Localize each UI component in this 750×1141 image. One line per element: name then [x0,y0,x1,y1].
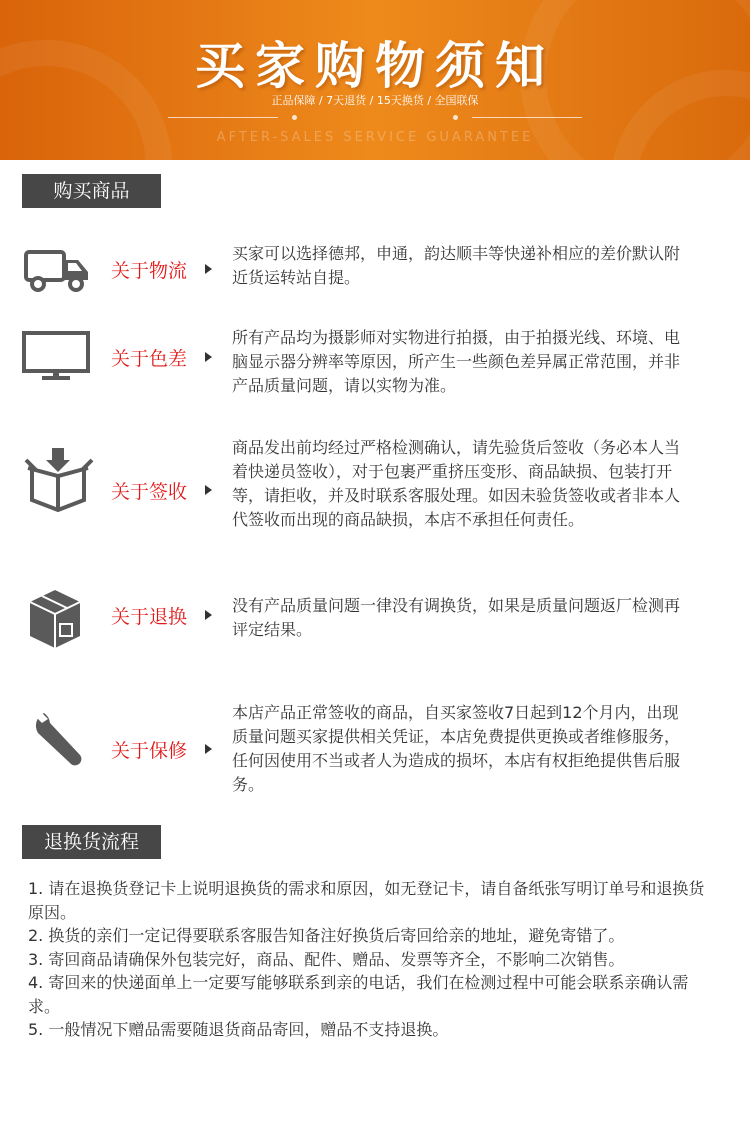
list-item: 1. 请在退换货登记卡上说明退换货的需求和原因，如无登记卡，请自备纸张写明订单号和退换货原因。 [28,879,705,922]
item-label: 关于物流 [111,260,188,282]
divider [168,117,278,118]
truck-icon [22,246,94,298]
item-description: 没有产品质量问题一律没有调换货，如果是质量问题返厂检测再评定结果。 [232,596,681,639]
arrow-right-icon [205,352,212,362]
banner-subtitle: 正品保障 / 7天退货 / 15天换货 / 全国联保 [271,94,479,107]
package-receive-icon [22,446,96,516]
page-title: 买家购物须知 [195,37,555,95]
header-banner [0,0,750,160]
list-item: 5. 一般情况下赠品需要随退货商品寄回，赠品不支持退换。 [28,1020,449,1039]
divider-dot [453,115,458,120]
item-label: 关于保修 [111,740,188,762]
item-description: 商品发出前均经过严格检测确认，请先验货后签收（务必本人当着快递员签收），对于包裹严重挤压变形、商品缺损、包装打开等，请拒收，并及时联系客服处理。如因未验货签收或者非本人代签收而出现的商品缺损，本店不承担任何责任。 [232,438,681,529]
list-item: 3. 寄回商品请确保外包装完好，商品、配件、赠品、发票等齐全，不影响二次销售。 [28,949,625,969]
return-process-list [28,877,708,1042]
item-label: 关于退换 [111,606,188,628]
divider [472,117,582,118]
section-title-purchase: 购买商品 [22,174,161,208]
item-description: 所有产品均为摄影师对实物进行拍摄，由于拍摄光线、环境、电脑显示器分辨率等原因，所产生一些颜色差异属正常范围，并非产品质量问题，请以实物为准。 [232,328,681,395]
item-description: 本店产品正常签收的商品，自买家签收7日起到12个月内，出现质量问题买家提供相关凭证，本店免费提供更换或者维修服务，任何因使用不当或者人为造成的损坏，本店有权拒绝提供售后服务。 [232,703,681,794]
section-title-return-process: 退换货流程 [22,825,161,859]
arrow-right-icon [205,264,212,274]
box-icon [22,586,88,656]
item-label: 关于签收 [111,481,188,503]
list-item: 4. 寄回来的快递面单上一定要写能够联系到亲的电话，我们在检测过程中可能会联系亲确认需求。 [28,973,689,1016]
item-description: 买家可以选择德邦，申通，韵达顺丰等快递补相应的差价默认附近货运转站自提。 [232,244,681,287]
monitor-icon [22,330,92,386]
item-label: 关于色差 [111,348,188,370]
banner-watermark: AFTER-SALES SERVICE GUARANTEE [216,130,534,145]
divider-dot [292,115,297,120]
list-item: 2. 换货的亲们一定记得要联系客服告知备注好换货后寄回给亲的地址，避免寄错了。 [28,926,625,945]
arrow-right-icon [205,485,212,495]
wrench-icon [30,709,90,773]
arrow-right-icon [205,610,212,620]
arrow-right-icon [205,744,212,754]
